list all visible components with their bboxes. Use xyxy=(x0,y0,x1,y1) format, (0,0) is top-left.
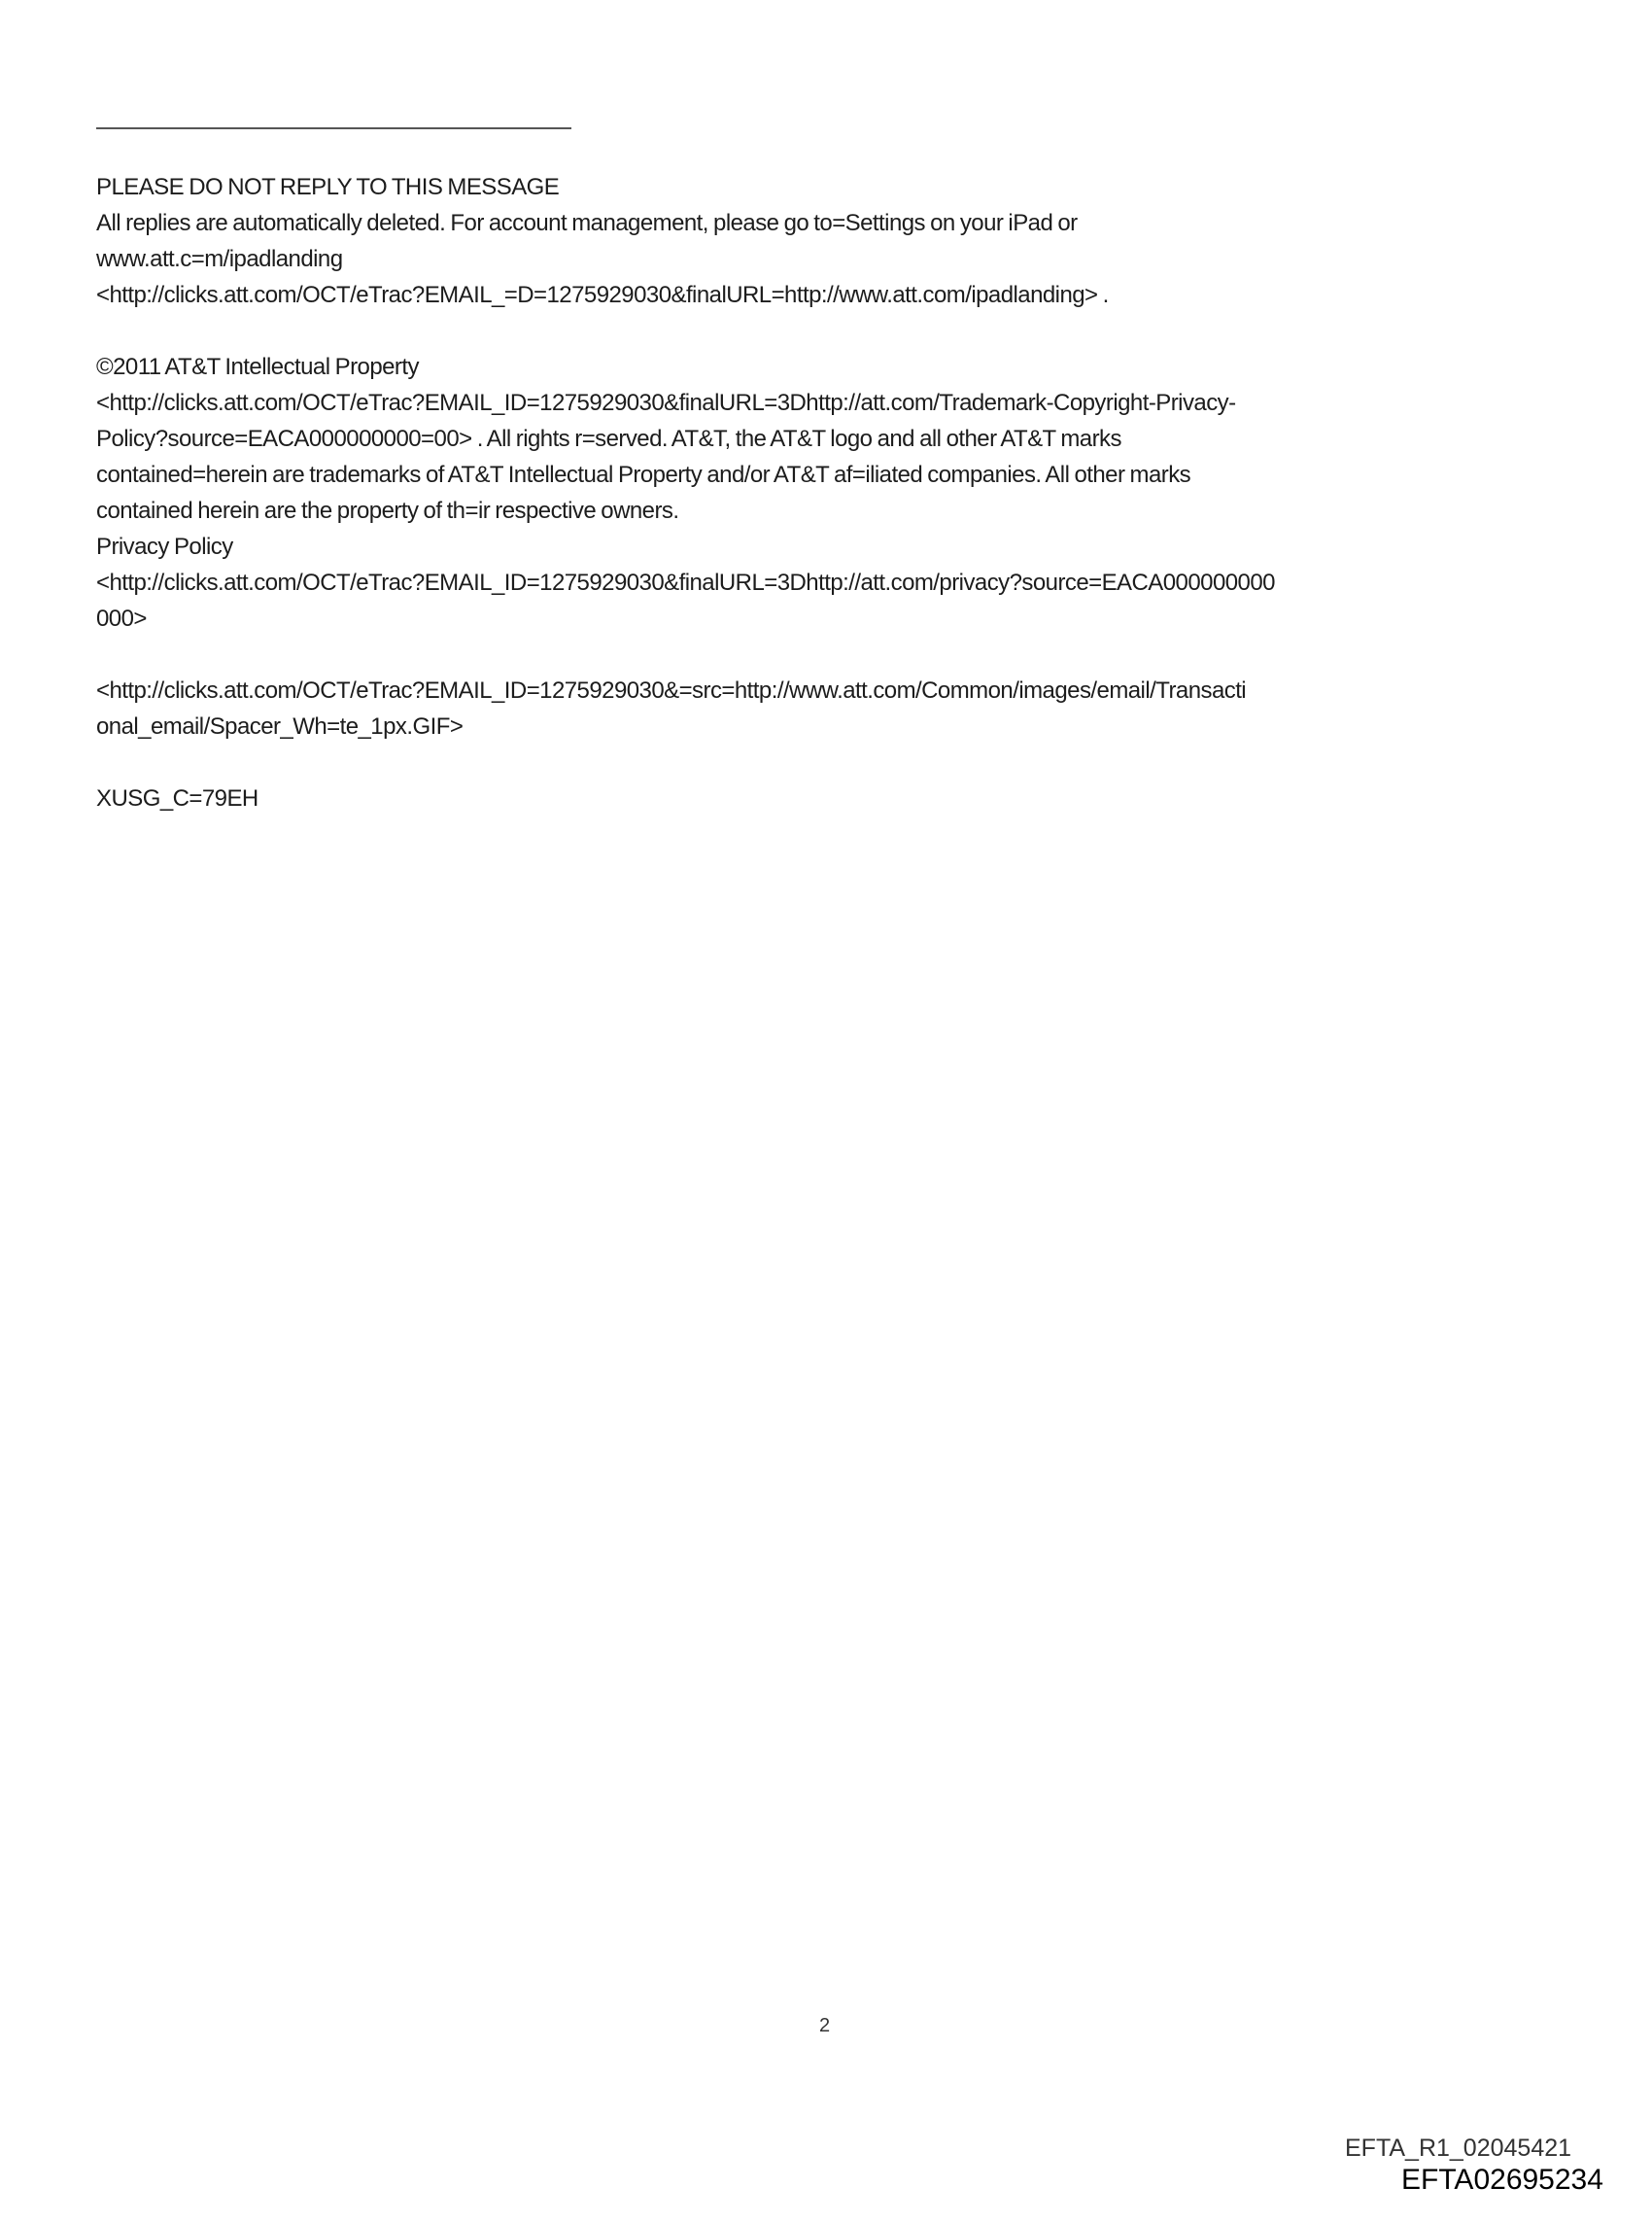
header-rule xyxy=(96,127,571,129)
spacer xyxy=(96,313,1573,349)
notice-heading: PLEASE DO NOT REPLY TO THIS MESSAGE xyxy=(96,174,560,200)
spacer xyxy=(96,745,1573,781)
copyright-line: Policy?source=EACA000000000=00> . All rights r=served. AT&T, the AT&T logo and all other AT&T marks xyxy=(96,426,1121,452)
notice-line: All replies are automatically deleted. For account management, please go to=Settings on your iPad or xyxy=(96,210,1078,236)
bates-stamp-primary: EFTA_R1_02045421 xyxy=(1345,2135,1572,2162)
spacer-image-link[interactable]: <http://clicks.att.com/OCT/eTrac?EMAIL_ID=1275929030&=src=http://www.att.com/Common/images/email/Transacti xyxy=(96,677,1247,704)
privacy-link[interactable]: <http://clicks.att.com/OCT/eTrac?EMAIL_ID=1275929030&finalURL=3Dhttp://att.com/privacy?source=EACA000000000 xyxy=(96,570,1275,596)
privacy-heading: Privacy Policy xyxy=(96,534,233,560)
page-number: 2 xyxy=(819,2015,831,2036)
ipad-landing-tracking-link[interactable]: <http://clicks.att.com/OCT/eTrac?EMAIL_=D=1275929030&finalURL=http://www.att.com/ipadlanding> . xyxy=(96,282,1109,308)
email-footer-body xyxy=(96,169,1573,816)
spacer xyxy=(96,637,1573,673)
ipad-landing-link[interactable]: www.att.c=m/ipadlanding xyxy=(96,246,343,272)
trademark-link[interactable]: <http://clicks.att.com/OCT/eTrac?EMAIL_ID=1275929030&finalURL=3Dhttp://att.com/Trademark-Copyright-Privacy- xyxy=(96,390,1236,416)
bates-stamp-secondary: EFTA02695234 xyxy=(1401,2164,1603,2196)
copyright-line: contained herein are the property of th=ir respective owners. xyxy=(96,498,679,524)
privacy-link-cont[interactable]: 000> xyxy=(96,606,147,632)
spacer-image-link-cont[interactable]: onal_email/Spacer_Wh=te_1px.GIF> xyxy=(96,713,464,740)
copyright-line: contained=herein are trademarks of AT&T Intellectual Property and/or AT&T af=iliated companies. All other marks xyxy=(96,462,1191,488)
tracking-code: XUSG_C=79EH xyxy=(96,785,258,812)
copyright-heading: ©2011 AT&T Intellectual Property xyxy=(96,354,419,380)
